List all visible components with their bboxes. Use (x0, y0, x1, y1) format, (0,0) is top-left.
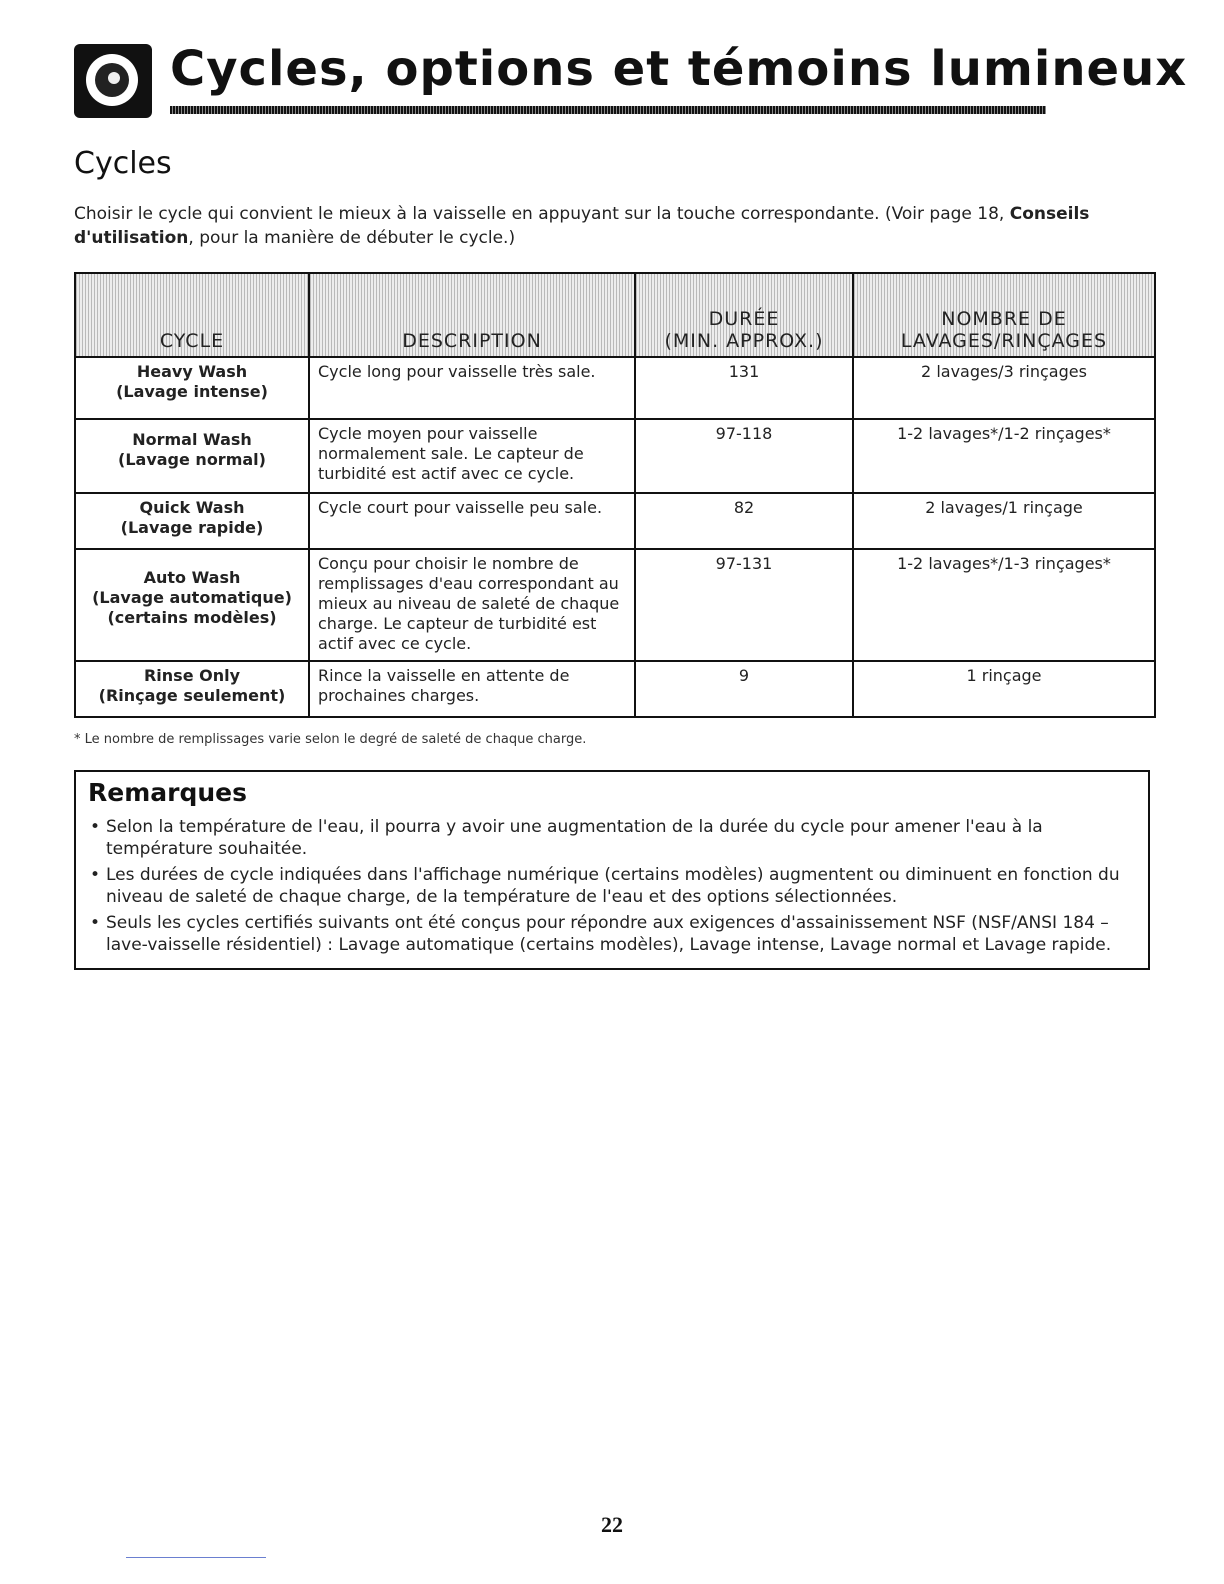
page-header (74, 36, 1188, 120)
list-item: • Seuls les cycles certifiés suivants ont été conçus pour répondre aux exigences d'assainissement NSF (NSF/ANSI 184 – lave-vaisselle résidentiel) : Lavage automatique (certains modèles), Lavage intense, Lavage normal et Lavage rapide. (88, 912, 1136, 956)
cycle-washes: 1-2 lavages*/1-3 rinçages* (853, 549, 1155, 661)
cycle-name-en: Rinse Only (143, 666, 241, 685)
cycle-description: Rince la vaisselle en attente de prochaines charges. (309, 661, 635, 717)
table-row (75, 661, 1155, 717)
cycle-name-en: Heavy Wash (136, 362, 248, 381)
page-title: Cycles, options et témoins lumineux (170, 41, 1188, 97)
header-duration-line1: DURÉE (708, 308, 780, 330)
table-row (75, 357, 1155, 419)
cycle-description: Conçu pour choisir le nombre de remplissages d'eau correspondant au mieux au niveau de saleté de chaque charge. Le capteur de turbidité est actif avec ce cycle. (309, 549, 635, 661)
cycle-name-fr: (Rinçage seulement) (98, 686, 286, 705)
intro-bold-link: Conseils d'utilisation (74, 204, 1090, 248)
cycle-washes: 2 lavages/3 rinçages (853, 357, 1155, 419)
notes-box (74, 770, 1150, 970)
cycle-name (75, 493, 309, 549)
list-item: • Selon la température de l'eau, il pourra y avoir une augmentation de la durée du cycle pour amener l'eau à la température souhaitée. (88, 816, 1136, 860)
cycle-duration: 97-118 (635, 419, 853, 493)
section-title: Cycles (74, 146, 172, 181)
intro-paragraph (74, 202, 1154, 250)
cycle-description: Cycle moyen pour vaisselle normalement sale. Le capteur de turbidité est actif avec ce cycle. (309, 419, 635, 493)
header-cycle: CYCLE (75, 273, 309, 357)
title-underline (170, 106, 1046, 114)
table-header-row (75, 273, 1155, 357)
notes-list (88, 816, 1136, 960)
cycle-duration: 82 (635, 493, 853, 549)
cycle-description: Cycle court pour vaisselle peu sale. (309, 493, 635, 549)
header-duration (635, 273, 853, 357)
header-washes-line1: NOMBRE DE (941, 308, 1067, 330)
cycle-name-note: (certains modèles) (107, 608, 277, 627)
dishwasher-dial-icon (74, 44, 152, 118)
cycle-washes: 1-2 lavages*/1-2 rinçages* (853, 419, 1155, 493)
cycle-duration: 131 (635, 357, 853, 419)
cycle-name-en: Quick Wash (139, 498, 245, 517)
header-washes (853, 273, 1155, 357)
header-washes-line2: LAVAGES/RINÇAGES (900, 330, 1108, 352)
cycle-duration: 97-131 (635, 549, 853, 661)
list-item: • Les durées de cycle indiquées dans l'affichage numérique (certains modèles) augmentent ou diminuent en fonction du niveau de saleté de chaque charge, de la température de l'eau et des options sélectionnées. (88, 864, 1136, 908)
cycle-name (75, 661, 309, 717)
cycle-name (75, 549, 309, 661)
header-description: DESCRIPTION (309, 273, 635, 357)
cycle-name-fr: (Lavage rapide) (120, 518, 264, 537)
table-footnote: * Le nombre de remplissages varie selon le degré de saleté de chaque charge. (74, 732, 587, 747)
intro-text-end: , pour la manière de débuter le cycle.) (188, 228, 516, 248)
table-row (75, 419, 1155, 493)
cycles-table (74, 272, 1156, 718)
page-number: 22 (601, 1512, 623, 1537)
cycle-name-fr: (Lavage automatique) (92, 588, 292, 607)
bottom-divider (126, 1557, 266, 1558)
cycle-name-en: Auto Wash (143, 568, 241, 587)
header-duration-line2: (MIN. APPROX.) (664, 330, 824, 352)
table-row (75, 549, 1155, 661)
table-row (75, 493, 1155, 549)
notes-title: Remarques (88, 778, 247, 807)
cycle-name-en: Normal Wash (132, 430, 252, 449)
intro-text: Choisir le cycle qui convient le mieux à la vaisselle en appuyant sur la touche correspondante. (Voir page 18, (74, 204, 1010, 224)
cycle-duration: 9 (635, 661, 853, 717)
cycle-name (75, 419, 309, 493)
cycle-washes: 1 rinçage (853, 661, 1155, 717)
cycle-washes: 2 lavages/1 rinçage (853, 493, 1155, 549)
cycle-name-fr: (Lavage normal) (118, 450, 266, 469)
cycle-description: Cycle long pour vaisselle très sale. (309, 357, 635, 419)
cycle-name-fr: (Lavage intense) (116, 382, 268, 401)
cycle-name (75, 357, 309, 419)
